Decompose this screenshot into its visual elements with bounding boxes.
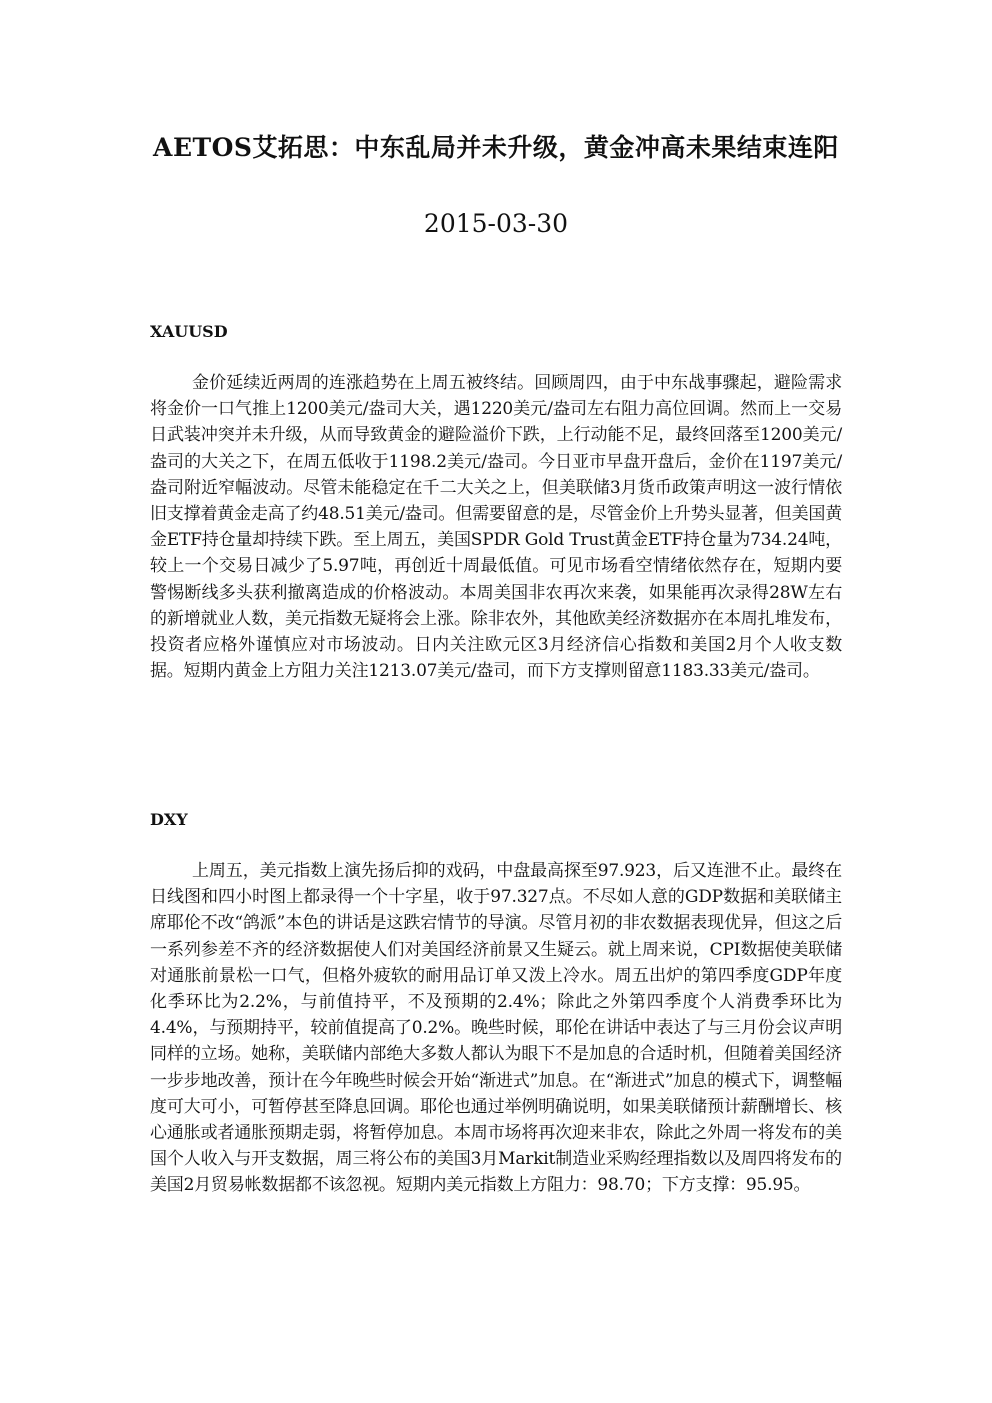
section-heading-xauusd: XAUUSD <box>150 322 228 341</box>
section-body-xauusd: 金价延续近两周的连涨趋势在上周五被终结。回顾周四，由于中东战事骤起，避险需求将金价一口气推上1200美元/盎司大关，遇1220美元/盎司左右阻力高位回调。然而上一交易日武装冲突并未升级，从而导致黄金的避险溢价下跌，上行动能不足，最终回落至1200美元/盎司的大关之下，在周五低收于1198.2美元/盎司。今日亚市早盘开盘后，金价在1197美元/盎司附近窄幅波动。尽管未能稳定在千二大关之上，但美联储3月货币政策声明这一波行情依旧支撑着黄金走高了约48.51美元/盎司。但需要留意的是，尽管金价上升势头显著，但美国黄金ETF持仓量却持续下跌。至上周五，美国SPDR Gold Trust黄金ETF持仓量为734.24吨，较上一个交易日减少了5.97吨，再创近十周最低值。可见市场看空情绪依然存在，短期内要警惕断线多头获利撤离造成的价格波动。本周美国非农再次来袭，如果能再次录得28W左右的新增就业人数，美元指数无疑将会上涨。除非农外，其他欧美经济数据亦在本周扎堆发布，投资者应格外谨慎应对市场波动。日内关注欧元区3月经济信心指数和美国2月个人收支数据。短期内黄金上方阻力关注1213.07美元/盎司，而下方支撑则留意1183.33美元/盎司。 <box>150 373 842 682</box>
document-date: 2015-03-30 <box>423 209 569 238</box>
section-body-dxy: 上周五，美元指数上演先扬后抑的戏码，中盘最高探至97.923，后又连泄不止。最终在日线图和四小时图上都录得一个十字星，收于97.327点。不尽如人意的GDP数据和美联储主席耶伦不改“鸽派”本色的讲话是这跌宕情节的导演。尽管月初的非农数据表现优异，但这之后一系列参差不齐的经济数据使人们对美国经济前景又生疑云。就上周来说，CPI数据使美联储对通胀前景松一口气，但格外疲软的耐用品订单又泼上冷水。周五出炉的第四季度GDP年度化季环比为2.2%，与前值持平，不及预期的2.4%；除此之外第四季度个人消费季环比为4.4%，与预期持平，较前值提高了0.2%。晚些时候，耶伦在讲话中表达了与三月份会议声明同样的立场。她称，美联储内部绝大多数人都认为眼下不是加息的合适时机，但随着美国经济一步步地改善，预计在今年晚些时候会开始“渐进式”加息。在“渐进式”加息的模式下，调整幅度可大可小，可暂停甚至降息回调。耶伦也通过举例明确说明，如果美联储预计薪酬增长、核心通胀或者通胀预期走弱，将暂停加息。本周市场将再次迎来非农，除此之外周一将发布的美国个人收入与开支数据，周三将公布的美国3月Markit制造业采购经理指数以及周四将发布的美国2月贸易帐数据都不该忽视。短期内美元指数上方阻力：98.70；下方支撑：95.95。 <box>150 861 842 1196</box>
document-title: AETOS艾拓思：中东乱局并未升级，黄金冲高未果结束连阳 <box>153 133 839 162</box>
section-heading-dxy: DXY <box>150 810 188 829</box>
